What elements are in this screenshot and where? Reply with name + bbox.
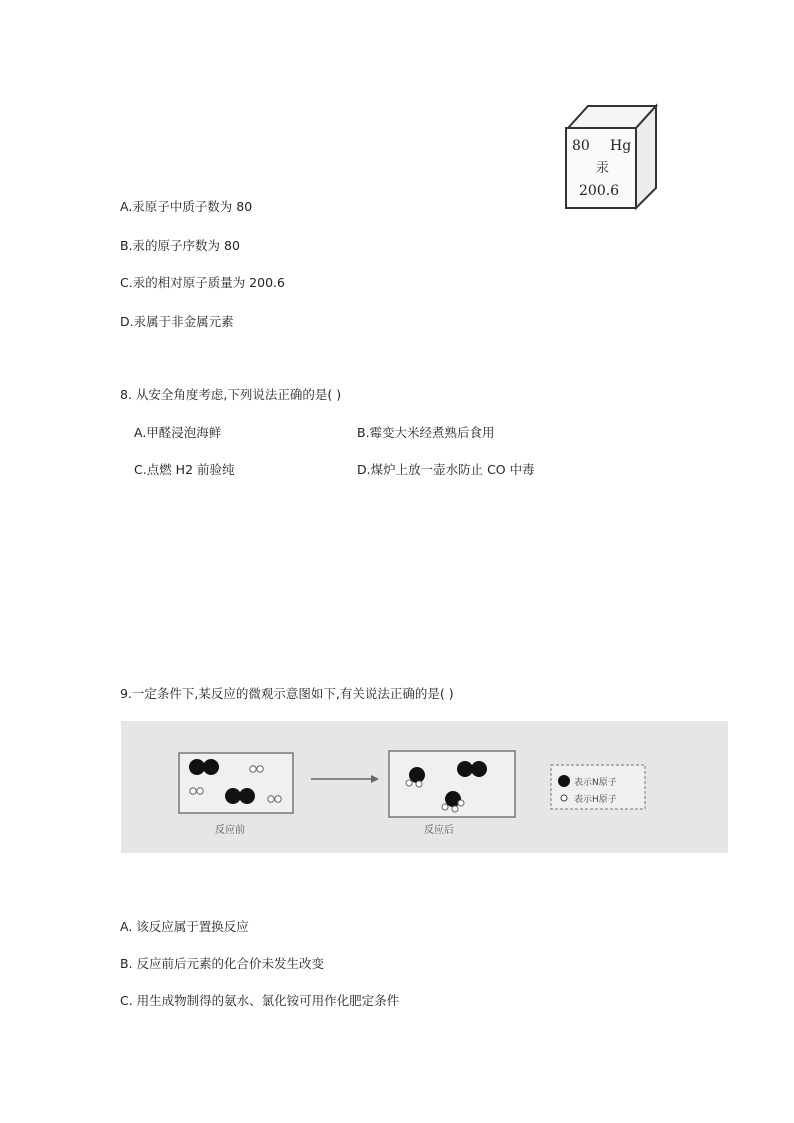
q9-option-c: C. 用生成物制得的氨水、氯化铵可用作化肥定条件 [120,993,400,1008]
q7-option-d: D.汞属于非金属元素 [120,314,234,329]
n2-molecule-1-atom-2 [203,759,219,775]
atomic-number: 80 [572,138,590,154]
after-label: 反应后 [424,825,454,836]
q9-option-a: A. 该反应属于置换反应 [120,919,249,934]
atomic-mass: 200.6 [579,183,620,199]
legend-n-label: 表示N原子 [574,778,617,788]
n2-molecule-2-atom-1 [225,788,241,804]
q8-option-d: D.煤炉上放一壶水防止 CO 中毒 [357,462,535,477]
element-card-image [558,100,660,212]
reaction-microscopic-diagram [121,721,728,853]
q7-option-c: C.汞的相对原子质量为 200.6 [120,275,285,290]
q9-option-b: B. 反应前后元素的化合价未发生改变 [120,956,325,971]
n2-molecule-2-atom-2 [239,788,255,804]
q8-option-a: A.甲醛浸泡海鲜 [134,425,222,440]
q9-stem: 9.一定条件下,某反应的微观示意图如下,有关说法正确的是( ) [120,686,454,701]
element-symbol: Hg [610,138,632,154]
legend-h-atom [561,795,567,801]
q7-option-a: A.汞原子中质子数为 80 [120,199,253,214]
element-name: 汞 [596,161,610,176]
legend-n-atom [558,775,570,787]
q8-option-c: C.点燃 H2 前验纯 [134,462,235,477]
n2-molecule-1-atom-1 [189,759,205,775]
q7-option-b: B.汞的原子序数为 80 [120,238,240,253]
before-label: 反应前 [215,825,245,836]
q8-option-b: B.霉变大米经煮熟后食用 [357,425,495,440]
q8-stem: 8. 从安全角度考虑,下列说法正确的是( ) [120,387,342,402]
legend-h-label: 表示H原子 [574,795,617,805]
